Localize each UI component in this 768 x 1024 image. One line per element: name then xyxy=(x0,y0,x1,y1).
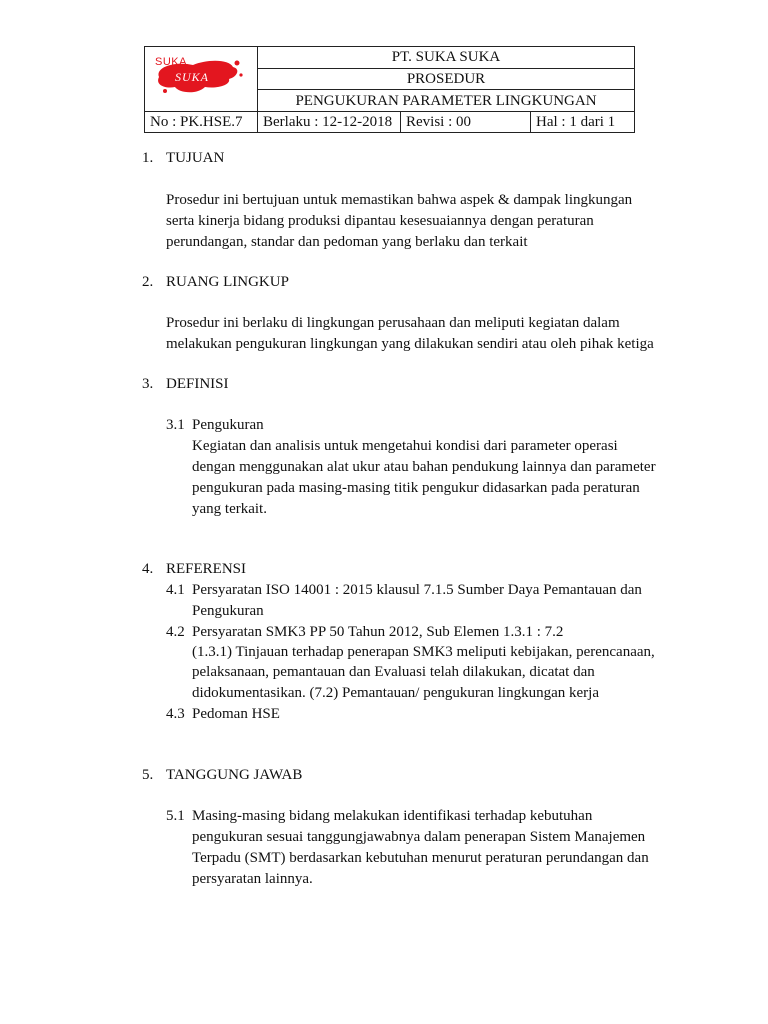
paragraph-line: Prosedur ini berlaku di lingkungan perusahaan dan meliputi kegiatan dalam xyxy=(166,315,620,331)
list-item-line: persyaratan lainnya. xyxy=(192,871,313,887)
revision-number: Revisi : 00 xyxy=(401,112,531,133)
paragraph-line: yang terkait. xyxy=(192,501,267,517)
paragraph-line: perundangan, standar dan pedoman yang berlaku dan terkait xyxy=(166,234,528,250)
list-item-number: 4.3 xyxy=(166,706,185,722)
section-heading-referensi: REFERENSI xyxy=(166,561,247,577)
list-item-line: pelaksanaan, pemantauan dan Evaluasi telah dilakukan, dicatat dan xyxy=(192,664,595,680)
list-item-line: Persyaratan SMK3 PP 50 Tahun 2012, Sub Elemen 1.3.1 : 7.2 xyxy=(192,624,564,640)
list-item-line: Persyaratan ISO 14001 : 2015 klausul 7.1.5 Sumber Daya Pemantauan dan xyxy=(192,582,642,598)
list-item-line: Masing-masing bidang melakukan identifikasi terhadap kebutuhan xyxy=(192,808,593,824)
paragraph-line: dengan menggunakan alat ukur atau bahan pendukung lainnya dan parameter xyxy=(192,459,656,475)
company-name: PT. SUKA SUKA xyxy=(258,47,635,69)
section-heading-tujuan: TUJUAN xyxy=(166,150,225,166)
company-logo xyxy=(145,47,257,111)
document-type: PROSEDUR xyxy=(258,68,635,90)
section-heading-definisi: DEFINISI xyxy=(166,376,229,392)
list-item-line: Terpadu (SMT) berdasarkan kebutuhan menurut peraturan perundangan dan xyxy=(192,850,649,866)
subsection-title: Pengukuran xyxy=(192,417,264,433)
list-item-line: Pedoman HSE xyxy=(192,706,280,722)
document-header-table xyxy=(144,46,635,133)
list-item-line: pengukuran sesuai tanggungjawabnya dalam penerapan Sistem Manajemen xyxy=(192,829,646,845)
section-number: 1. xyxy=(142,150,154,166)
paragraph-line: pengukuran pada masing-masing titik pengukur didasarkan pada peraturan xyxy=(192,480,640,496)
logo-text-top: SUKA xyxy=(155,56,187,68)
logo-text-bottom: SUKA xyxy=(175,70,209,84)
section-number: 5. xyxy=(142,767,154,783)
section-heading-tanggung-jawab: TANGGUNG JAWAB xyxy=(166,767,303,783)
list-item-line: Pengukuran xyxy=(192,603,264,619)
list-item-line: didokumentasikan. (7.2) Pemantauan/ pengukuran lingkungan kerja xyxy=(192,685,599,701)
page-number: Hal : 1 dari 1 xyxy=(531,112,635,133)
list-item-number: 4.2 xyxy=(166,624,185,640)
document-title: PENGUKURAN PARAMETER LINGKUNGAN xyxy=(258,90,635,112)
paragraph-line: Prosedur ini bertujuan untuk memastikan bahwa aspek & dampak lingkungan xyxy=(166,192,633,208)
section-number: 3. xyxy=(142,376,154,392)
list-item-line: (1.3.1) Tinjauan terhadap penerapan SMK3 meliputi kebijakan, perencanaan, xyxy=(192,644,655,660)
list-item-number: 5.1 xyxy=(166,808,185,824)
section-number: 4. xyxy=(142,561,154,577)
paragraph-line: melakukan pengukuran lingkungan yang dilakukan sendiri atau oleh pihak ketiga xyxy=(166,336,654,352)
company-logo-cell xyxy=(145,47,258,112)
effective-date: Berlaku : 12-12-2018 xyxy=(258,112,401,133)
subsection-number: 3.1 xyxy=(166,417,185,433)
document-number: No : PK.HSE.7 xyxy=(145,112,258,133)
list-item-number: 4.1 xyxy=(166,582,185,598)
section-heading-ruang-lingkup: RUANG LINGKUP xyxy=(166,274,289,290)
section-number: 2. xyxy=(142,274,154,290)
paragraph-line: serta kinerja bidang produksi dipantau kesesuaiannya dengan peraturan xyxy=(166,213,594,229)
paragraph-line: Kegiatan dan analisis untuk mengetahui kondisi dari parameter operasi xyxy=(192,438,618,454)
